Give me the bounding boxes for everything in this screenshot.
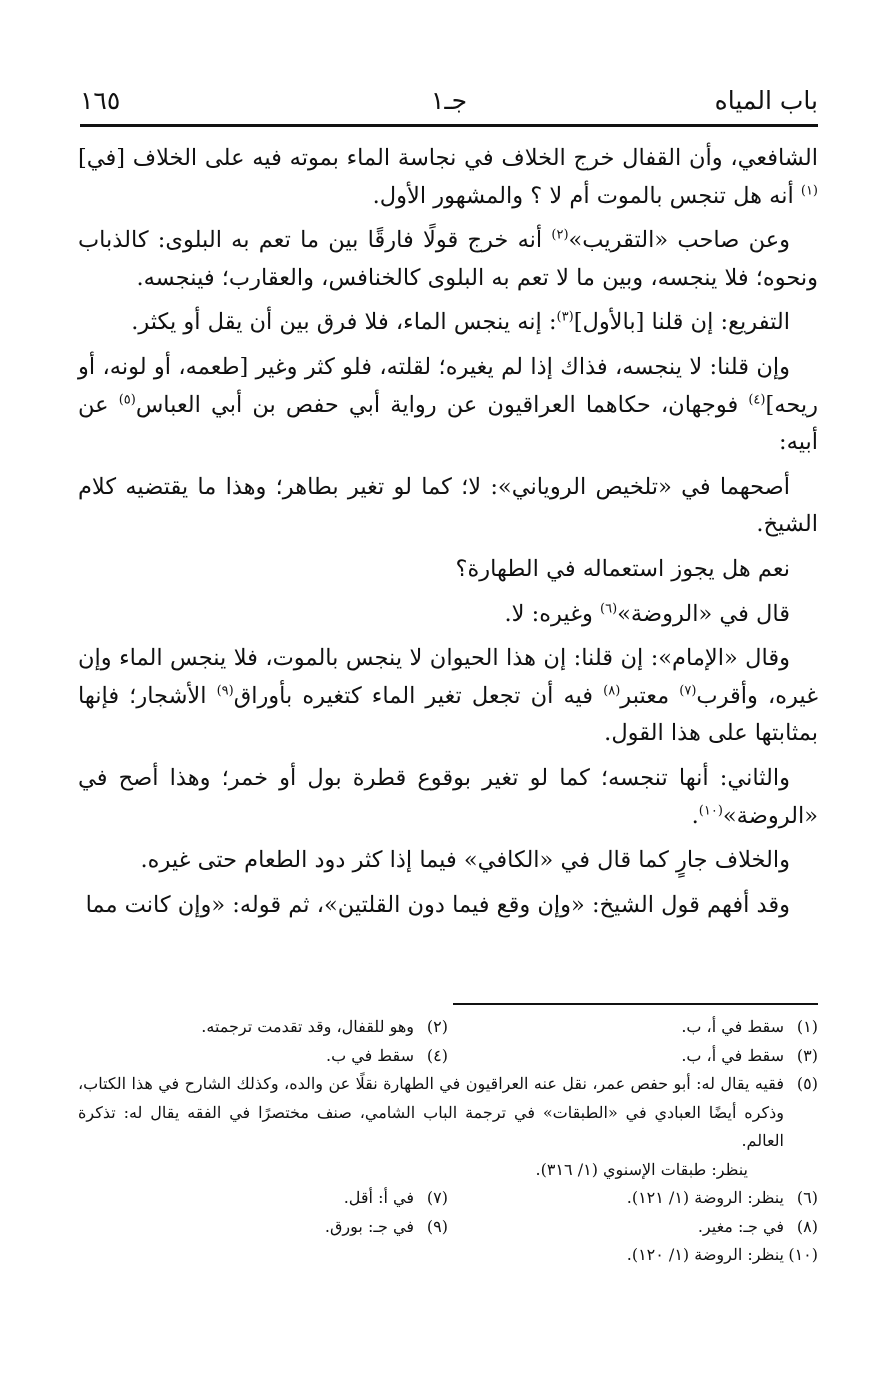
footnote: (٨) في جـ: مغير. <box>697 1216 818 1236</box>
paragraph: وعن صاحب «التقريب»$^{(٢)}$ أنه خرج قولًا فارقًا بين ما تعم به البلوى: كالذباب ونحوه؛ فلا ينجسه، وبين ما لا تعم به البلوى كالخنافس، والعقارب؛ فينجسه. <box>78 227 818 291</box>
footnote-ref[interactable]: (٨) <box>603 683 621 699</box>
footnote-row <box>78 1213 818 1242</box>
footnote-ref[interactable]: (٥) <box>118 392 136 408</box>
paragraph: وقال «الإمام»: إن قلنا: إن هذا الحيوان لا ينجس بالموت، فلا ينجس الماء وإن غيره، وأقرب$^{(٧)}$ معتبر$^{(٨)}$ فيه أن تجعل تغير الماء كتغيره بأوراق$^{(٩)}$ الأشجار؛ فإنها بمثابتها على هذا القول. <box>78 645 818 747</box>
chapter-title: باب المياه <box>714 86 818 115</box>
footnote-ref[interactable]: (١) <box>800 183 818 199</box>
footnote-ref[interactable]: (٣) <box>556 309 574 325</box>
footnote: (١) سقط في أ، ب. <box>681 1017 818 1036</box>
footnote-continuation: ينظر: طبقات الإسنوي (١/ ٣١٦). <box>535 1159 748 1179</box>
paragraph: والثاني: أنها تنجسه؛ كما لو تغير بوقوع قطرة بول أو خمر؛ وهذا أصح في «الروضة»$^{(١٠)}$. <box>78 764 818 829</box>
footnote-ref[interactable]: (١٠) <box>698 803 723 818</box>
paragraph: والخلاف جارٍ كما قال في «الكافي» فيما إذا كثر دود الطعام حتى غيره. <box>140 847 790 874</box>
paragraph: أصحهما في «تلخيص الروياني»: لا؛ كما لو تغير بطاهر؛ وهذا ما يقتضيه كلام الشيخ. <box>78 473 818 538</box>
page-header <box>80 80 818 127</box>
paragraph: وقد أفهم قول الشيخ: «وإن وقع فيما دون القلتين»، ثم قوله: «وإن كانت مما <box>85 891 790 918</box>
footnote-ref[interactable]: (٦) <box>600 601 618 617</box>
footnote: (١٠) ينظر: الروضة (١/ ١٢٠). <box>626 1245 818 1264</box>
volume-label: جـ١ <box>430 86 468 115</box>
footnote: (٤) سقط في ب. <box>326 1045 448 1065</box>
footnote: (٦) ينظر: الروضة (١/ ١٢١). <box>626 1188 818 1207</box>
footnote-row <box>78 1042 818 1071</box>
paragraph: قال في «الروضة»$^{(٦)}$ وغيره: لا. <box>504 600 790 627</box>
main-text <box>78 140 818 931</box>
footnote: (٢) وهو للقفال، وقد تقدمت ترجمته. <box>201 1017 448 1036</box>
paragraph: التفريع: إن قلنا [بالأول]$^{(٣)}$: إنه ينجس الماء، فلا فرق بين أن يقل أو يكثر. <box>131 309 790 336</box>
footnote-ref[interactable]: (٤) <box>748 392 766 408</box>
footnote-row <box>78 1013 818 1042</box>
footnote: (٣) سقط في أ، ب. <box>681 1045 818 1065</box>
footnote-ref[interactable]: (٩) <box>216 683 234 699</box>
paragraph: نعم هل يجوز استعماله في الطهارة؟ <box>455 555 790 582</box>
footnote-row <box>78 1184 818 1213</box>
footnote-divider <box>453 1003 818 1005</box>
paragraph: الشافعي، وأن القفال خرج الخلاف في نجاسة الماء بموته فيه على الخلاف [في]$^{(١)}$ أنه هل تنجس بالموت أم لا ؟ والمشهور الأول. <box>78 145 818 209</box>
paragraph: وإن قلنا: لا ينجسه، فذاك إذا لم يغيره؛ لقلته، فلو كثر وغير [طعمه، أو لونه، أو ريحه]$^{(٤)}$ فوجهان، حكاهما العراقيون عن رواية أبي حفص بن أبي العباس$^{(٥)}$ عن أبيه: <box>78 353 818 456</box>
footnotes <box>78 1013 818 1270</box>
footnote-ref[interactable]: (٧) <box>679 683 697 699</box>
footnote: (٧) في أ: أقل. <box>343 1188 448 1207</box>
footnote-ref[interactable]: (٢) <box>551 227 569 243</box>
footnote: (٩) في جـ: بورق. <box>324 1216 448 1236</box>
page-number: ١٦٥ <box>80 86 121 115</box>
footnote: (٥) فقيه يقال له: أبو حفص عمر، نقل عنه العراقيون في الطهارة نقلًا عن والده، وكذلك الشارح في هذا الكتاب، وذكره أيضًا العبادي في «الطبقات» في ترجمة الباب الشامي، صنف مختصرًا في الفقه يقال له: تذكرة العالم. <box>78 1074 818 1150</box>
